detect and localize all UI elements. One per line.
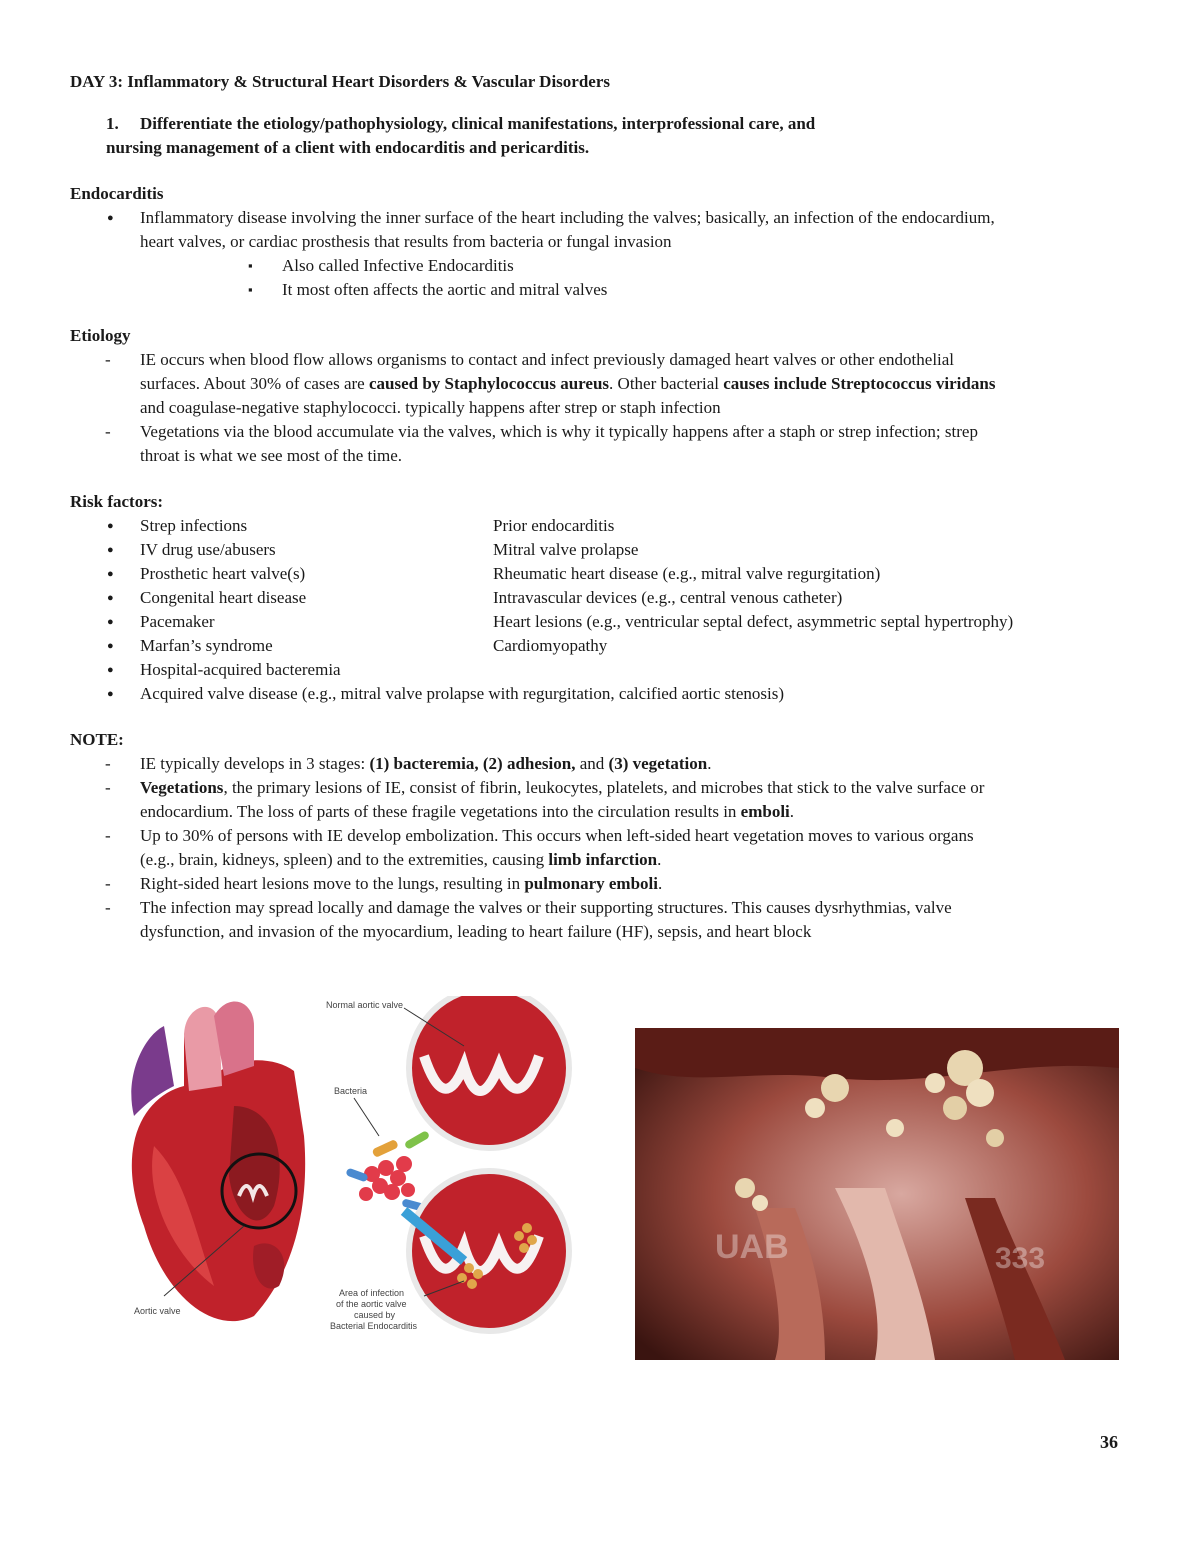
area-label-1: Area of infection xyxy=(339,1288,405,1298)
etiology-emphasis: causes include Streptococcus viridans xyxy=(723,374,996,393)
note-emphasis: emboli xyxy=(740,802,790,821)
objective-text-1: Differentiate the etiology/pathophysiology, clinical manifestations, interprofessional care, and xyxy=(140,114,816,133)
photo-watermark-number: 333 xyxy=(995,1242,1046,1275)
note-text: . xyxy=(707,754,712,773)
note-text: IE typically develops in 3 stages: xyxy=(140,754,370,773)
note-text: and xyxy=(575,754,609,773)
risk-row xyxy=(70,562,1130,586)
list-item: ▪ Also called Infective Endocarditis xyxy=(70,254,1130,278)
note-text: Right-sided heart lesions move to the lungs, resulting in xyxy=(140,874,525,893)
heart-endocarditis-illustration xyxy=(104,996,584,1341)
risk-factors-section xyxy=(70,490,1130,706)
definition-line-1: Inflammatory disease involving the inner surface of the heart including the valves; basically, an infection of the endocardium, xyxy=(140,208,995,227)
risk-left: ● Pacemaker xyxy=(140,612,215,631)
risk-right: Rheumatic heart disease (e.g., mitral valve regurgitation) xyxy=(493,564,881,583)
endocarditis-sublist xyxy=(70,254,1130,302)
definition-line-2: heart valves, or cardiac prosthesis that results from bacteria or fungal invasion xyxy=(140,232,672,251)
endocarditis-specimen-photo xyxy=(635,1028,1119,1360)
etiology-text: surfaces. About 30% of cases are xyxy=(140,374,369,393)
note-text: . xyxy=(789,802,795,821)
etiology-section xyxy=(70,324,1130,468)
area-label-3: caused by xyxy=(354,1310,396,1320)
note-list xyxy=(70,752,1130,944)
aortic-valve-label: Aortic valve xyxy=(134,1306,181,1316)
etiology-text: . Other bacterial xyxy=(609,374,724,393)
risk-right: Prior endocarditis xyxy=(493,516,615,535)
note-text: , the primary lesions of IE, consist of fibrin, leukocytes, platelets, and microbes that stick to the valve surface or xyxy=(223,778,985,797)
etiology-text: throat is what we see most of the time. xyxy=(140,446,403,465)
note-section xyxy=(70,728,1130,944)
list-item xyxy=(70,752,1130,776)
note-text: endocardium. The loss of parts of these fragile vegetations into the circulation results in xyxy=(140,802,741,821)
note-heading: NOTE: xyxy=(70,730,124,749)
etiology-text: Vegetations via the blood accumulate via the valves, which is why it typically happens after a staph or strep infection; strep xyxy=(140,422,978,441)
bacteria-cluster xyxy=(345,1130,430,1212)
note-text: (e.g., brain, kidneys, spleen) and to the extremities, causing xyxy=(140,850,549,869)
risk-row: ● Hospital-acquired bacteremia xyxy=(70,658,1130,682)
risk-left: ● Prosthetic heart valve(s) xyxy=(140,564,306,583)
risk-left: ● IV drug use/abusers xyxy=(140,540,276,559)
risk-right: Intravascular devices (e.g., central venous catheter) xyxy=(493,588,843,607)
endocarditis-list xyxy=(70,206,1130,254)
risk-row xyxy=(70,538,1130,562)
endocarditis-heading: Endocarditis xyxy=(70,184,164,203)
bacteria-label: Bacteria xyxy=(334,1086,368,1096)
list-item xyxy=(70,824,1130,872)
photo-watermark: UAB xyxy=(715,1228,789,1266)
note-emphasis: pulmonary emboli xyxy=(524,874,658,893)
note-text: . xyxy=(657,850,662,869)
risk-row xyxy=(70,586,1130,610)
list-item xyxy=(70,776,1130,824)
risk-row xyxy=(70,514,1130,538)
etiology-text: IE occurs when blood flow allows organisms to contact and infect previously damaged heart valves or other endothelial xyxy=(140,350,955,369)
objective-line-2: nursing management of a client with endocarditis and pericarditis. xyxy=(106,138,590,157)
risk-left: ● Marfan’s syndrome xyxy=(140,636,273,655)
etiology-emphasis: caused by Staphylococcus aureus xyxy=(368,374,610,393)
note-emphasis: (1) bacteremia, (2) adhesion, xyxy=(369,754,576,773)
risk-row xyxy=(70,634,1130,658)
objective-number: 1. xyxy=(106,114,119,133)
risk-right: Mitral valve prolapse xyxy=(493,540,639,559)
list-item xyxy=(70,872,1130,896)
list-item xyxy=(70,206,1130,254)
risk-factors-list xyxy=(70,514,1130,706)
note-text: dysfunction, and invasion of the myocardium, leading to heart failure (HF), sepsis, and heart block xyxy=(140,922,812,941)
risk-right: Cardiomyopathy xyxy=(493,636,608,655)
risk-row: ● Acquired valve disease (e.g., mitral valve prolapse with regurgitation, calcified aortic stenosis) xyxy=(70,682,1130,706)
risk-factors-heading: Risk factors: xyxy=(70,492,164,511)
risk-left: ● Congenital heart disease xyxy=(140,588,307,607)
risk-left: ● Strep infections xyxy=(140,516,248,535)
etiology-heading: Etiology xyxy=(70,326,131,345)
area-label-2: of the aortic valve xyxy=(336,1299,407,1309)
endocarditis-section xyxy=(70,182,1130,302)
list-item xyxy=(70,896,1130,944)
etiology-text: and coagulase-negative staphylococci. typically happens after strep or staph infection xyxy=(140,398,721,417)
risk-row xyxy=(70,610,1130,634)
figures-row xyxy=(0,996,1200,1376)
note-emphasis: limb infarction xyxy=(548,850,658,869)
document-page xyxy=(70,70,1130,966)
list-item xyxy=(70,348,1130,420)
area-label-4: Bacterial Endocarditis xyxy=(330,1321,418,1331)
objective-line-1 xyxy=(70,112,1130,136)
etiology-list xyxy=(70,348,1130,468)
note-emphasis: Vegetations xyxy=(140,778,224,797)
page-title: DAY 3: Inflammatory & Structural Heart Disorders & Vascular Disorders xyxy=(70,72,611,91)
list-item: ▪ It most often affects the aortic and mitral valves xyxy=(70,278,1130,302)
note-text: The infection may spread locally and damage the valves or their supporting structures. This causes dysrhythmias, valve xyxy=(140,898,952,917)
list-item xyxy=(70,420,1130,468)
note-text: Up to 30% of persons with IE develop embolization. This occurs when left-sided heart vegetation moves to various organs xyxy=(140,826,974,845)
page-number: 36 xyxy=(1100,1432,1118,1452)
note-text: . xyxy=(658,874,663,893)
normal-valve-label: Normal aortic valve xyxy=(326,1000,404,1010)
risk-right: Heart lesions (e.g., ventricular septal defect, asymmetric septal hypertrophy) xyxy=(493,612,1014,631)
note-emphasis: (3) vegetation xyxy=(608,754,708,773)
